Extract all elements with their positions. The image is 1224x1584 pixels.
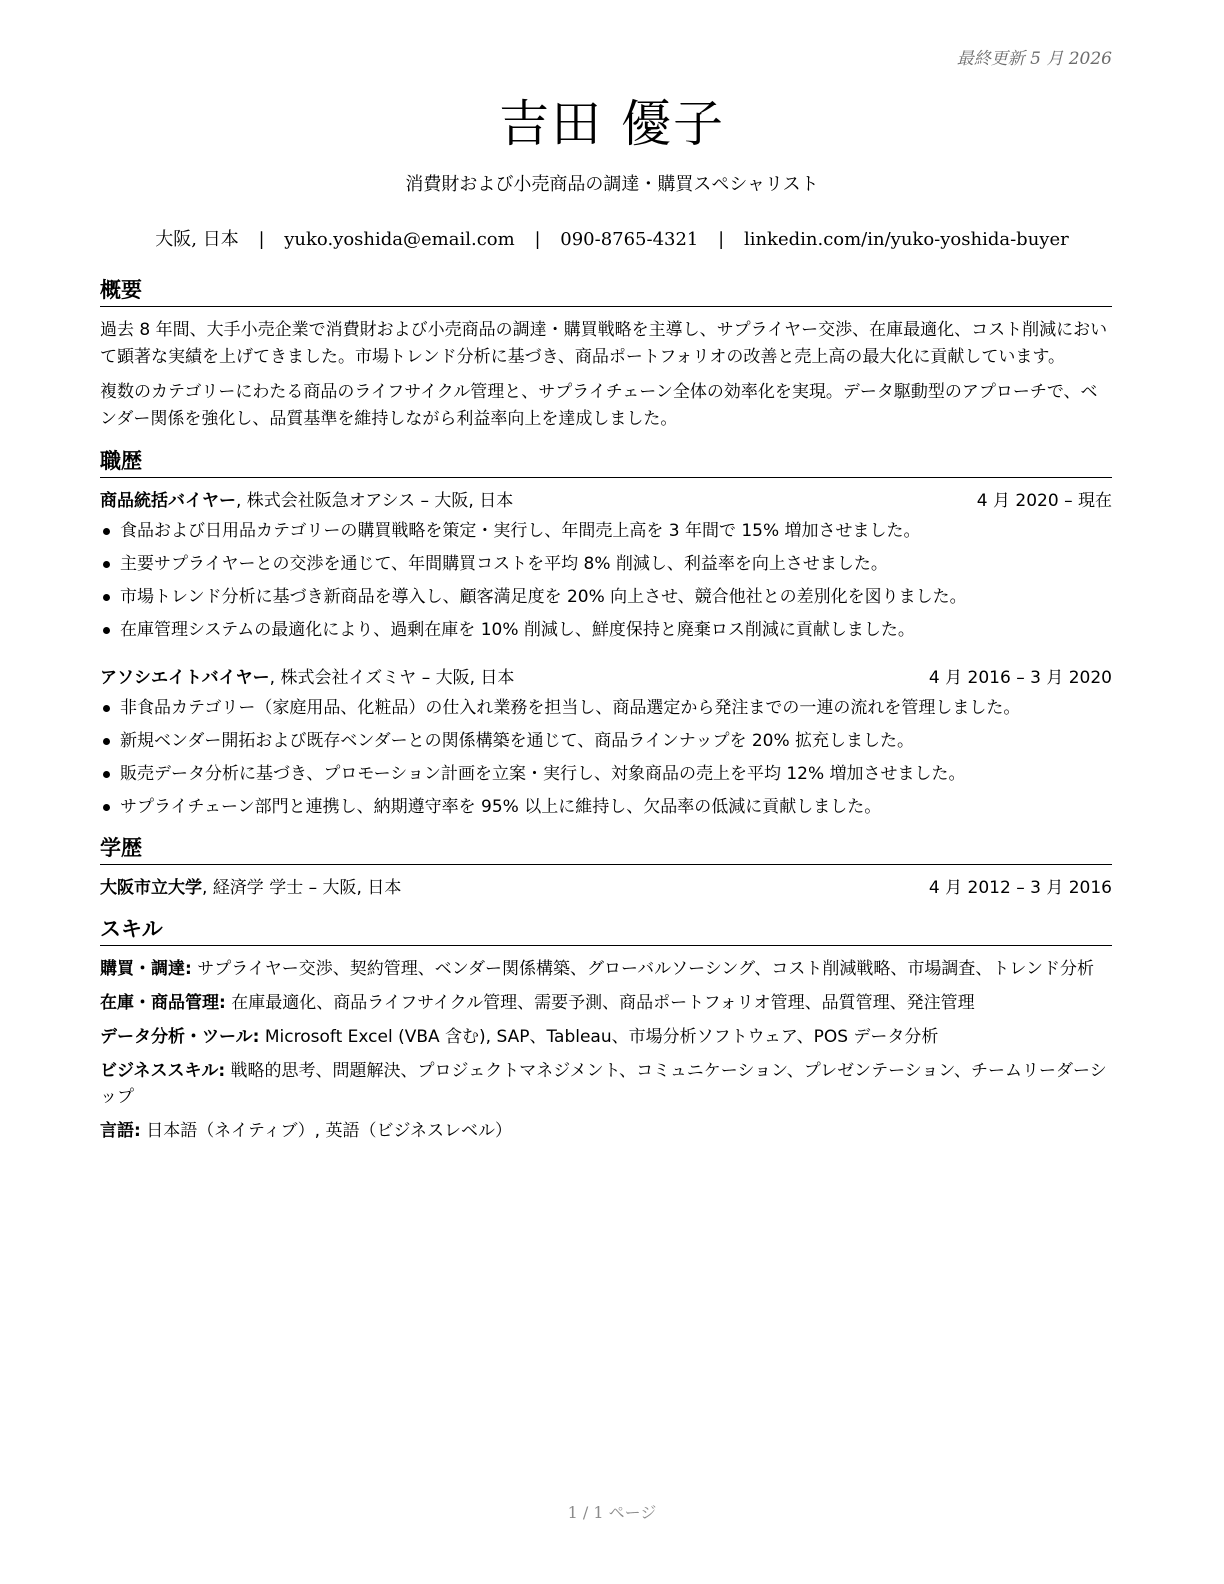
- summary-paragraph: 複数のカテゴリーにわたる商品のライフサイクル管理と、サプライチェーン全体の効率化を実現。データ駆動型のアプローチで、ベンダー関係を強化し、品質基準を維持しながら利益率向上を達成しました。: [100, 382, 1098, 429]
- education-detail: , 経済学 学士 – 大阪, 日本: [202, 878, 402, 898]
- skill-list: Microsoft Excel (VBA 含む), SAP、Tableau、市場分析ソフトウェア、POS データ分析: [259, 1027, 939, 1047]
- job-bullets: [100, 695, 1112, 820]
- job-bullet: 主要サプライヤーとの交渉を通じて、年間購買コストを平均 8% 削減し、利益率を向上させました。: [100, 551, 1112, 577]
- contact-linkedin[interactable]: linkedin.com/in/yuko-yoshida-buyer: [743, 229, 1069, 250]
- education-school: 大阪市立大学: [100, 878, 202, 898]
- skill-row: [100, 1118, 1112, 1144]
- job-company: , 株式会社イズミヤ – 大阪, 日本: [269, 668, 515, 688]
- job-role: アソシエイトバイヤー: [100, 668, 270, 688]
- skill-row: [100, 1024, 1112, 1050]
- contact-email[interactable]: yuko.yoshida@email.com: [284, 229, 515, 250]
- skill-category: ビジネススキル:: [100, 1061, 226, 1081]
- skill-row: [100, 956, 1112, 982]
- job-entry: [100, 665, 1112, 820]
- contact-separator: |: [534, 229, 541, 250]
- contact-line: [0, 225, 1224, 251]
- skill-list: サプライヤー交渉、契約管理、ベンダー関係構築、グローバルソーシング、コスト削減戦略、市場調査、トレンド分析: [191, 959, 1094, 979]
- job-bullet: 市場トレンド分析に基づき新商品を導入し、顧客満足度を 20% 向上させ、競合他社との差別化を図りました。: [100, 584, 1112, 610]
- job-company: , 株式会社阪急オアシス – 大阪, 日本: [236, 491, 514, 511]
- education-dates: 4 月 2012 – 3 月 2016: [928, 878, 1112, 898]
- skill-list: 日本語（ネイティブ）, 英語（ビジネスレベル）: [140, 1121, 512, 1141]
- section-title-summary: 概要: [100, 276, 1112, 307]
- resume-body: [100, 276, 1112, 1152]
- skill-list: 戦略的思考、問題解決、プロジェクトマネジメント、コミュニケーション、プレゼンテーション、チームリーダーシップ: [100, 1061, 1107, 1107]
- education-entry: [100, 875, 1112, 901]
- skill-row: [100, 990, 1112, 1016]
- job-role-company: [100, 488, 513, 514]
- summary-section: [100, 276, 1112, 433]
- skill-category: 言語:: [100, 1121, 141, 1141]
- contact-separator: |: [718, 229, 725, 250]
- skill-category: データ分析・ツール:: [100, 1027, 260, 1047]
- job-bullets: [100, 518, 1112, 643]
- candidate-name: 吉田 優子: [499, 95, 725, 153]
- page-indicator: 1 / 1 ページ: [567, 1503, 657, 1522]
- job-dates: 4 月 2020 – 現在: [976, 491, 1112, 511]
- job-role-company: [100, 665, 514, 691]
- summary-paragraph: 過去 8 年間、大手小売企業で消費財および小売商品の調達・購買戦略を主導し、サプライヤー交渉、在庫最適化、コスト削減において顕著な実績を上げてきました。市場トレンド分析に基づき、商品ポートフォリオの改善と売上高の最大化に貢献しています。: [100, 320, 1108, 367]
- job-bullet: 販売データ分析に基づき、プロモーション計画を立案・実行し、対象商品の売上を平均 12% 増加させました。: [100, 761, 1112, 787]
- skill-list: 在庫最適化、商品ライフサイクル管理、需要予測、商品ポートフォリオ管理、品質管理、発注管理: [225, 993, 975, 1013]
- job-bullet: 非食品カテゴリー（家庭用品、化粧品）の仕入れ業務を担当し、商品選定から発注までの一連の流れを管理しました。: [100, 695, 1112, 721]
- experience-section: [100, 447, 1112, 820]
- skill-category: 購買・調達:: [100, 959, 192, 979]
- job-bullet: サプライチェーン部門と連携し、納期遵守率を 95% 以上に維持し、欠品率の低減に貢献しました。: [100, 794, 1112, 820]
- contact-location: 大阪, 日本: [155, 229, 239, 250]
- education-section: [100, 834, 1112, 901]
- skill-row: [100, 1058, 1112, 1110]
- section-title-education: 学歴: [100, 834, 1112, 865]
- job-entry: [100, 488, 1112, 643]
- contact-phone[interactable]: 090-8765-4321: [560, 229, 699, 250]
- job-header: [100, 488, 1112, 514]
- job-bullet: 食品および日用品カテゴリーの購買戦略を策定・実行し、年間売上高を 3 年間で 15% 増加させました。: [100, 518, 1112, 544]
- last-updated: 最終更新 5 月 2026: [956, 49, 1112, 69]
- job-header: [100, 665, 1112, 691]
- contact-separator: |: [258, 229, 265, 250]
- job-bullet: 新規ベンダー開拓および既存ベンダーとの関係構築を通じて、商品ラインナップを 20% 拡充しました。: [100, 728, 1112, 754]
- candidate-title: 消費財および小売商品の調達・購買スペシャリスト: [405, 174, 819, 195]
- job-dates: 4 月 2016 – 3 月 2020: [928, 668, 1112, 688]
- job-bullet: 在庫管理システムの最適化により、過剰在庫を 10% 削減し、鮮度保持と廃棄ロス削減に貢献しました。: [100, 617, 1112, 643]
- section-title-experience: 職歴: [100, 447, 1112, 478]
- education-school-degree: [100, 875, 401, 901]
- job-role: 商品統括バイヤー: [100, 491, 236, 511]
- skill-category: 在庫・商品管理:: [100, 993, 226, 1013]
- skills-section: [100, 915, 1112, 1144]
- section-title-skills: スキル: [100, 915, 1112, 946]
